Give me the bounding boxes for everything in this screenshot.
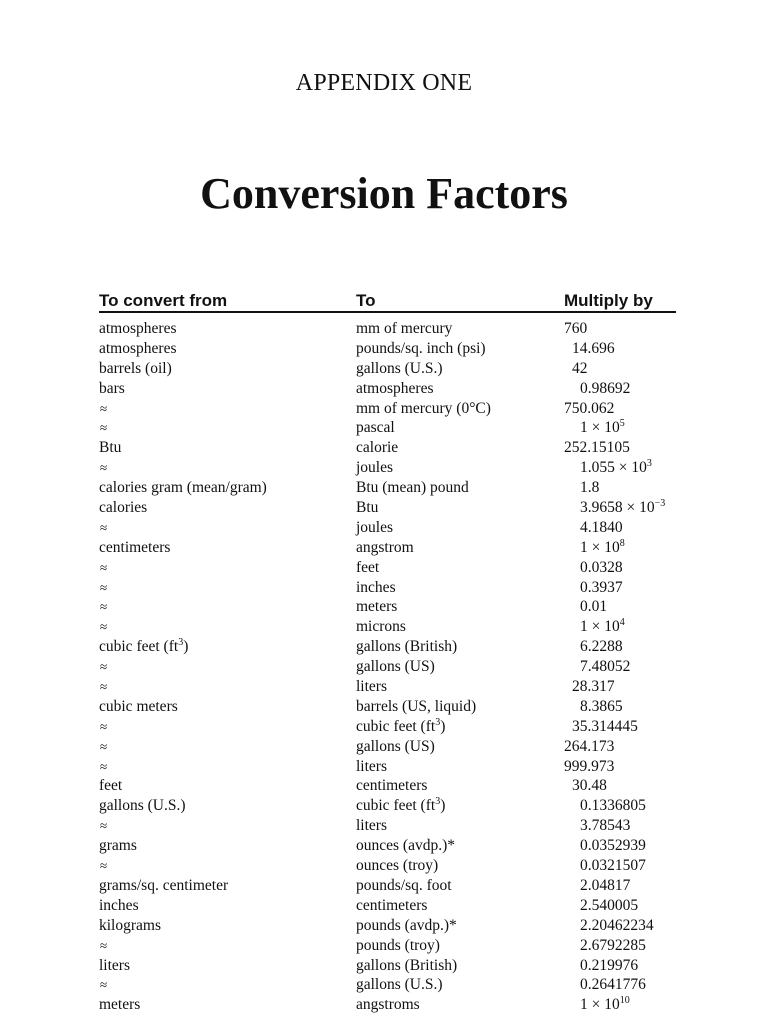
cell-convert-from-text: bars — [99, 379, 125, 397]
cell-multiply-by-value: 1 × 10 — [580, 538, 620, 556]
cell-multiply-by-value: 1 × 10 — [580, 419, 620, 437]
cell-multiply-by-value: 8.3865 — [580, 697, 623, 715]
cell-convert-from — [99, 956, 130, 976]
cell-to — [356, 617, 406, 637]
cell-multiply-by-exponent: 3 — [646, 458, 652, 470]
cell-multiply-by-value: 4.1840 — [580, 518, 623, 536]
cell-multiply-by — [564, 319, 587, 339]
cell-convert-from — [99, 677, 107, 697]
cell-convert-from — [99, 458, 107, 478]
cell-multiply-by-value: 0.2641776 — [580, 976, 646, 994]
cell-to-text: pounds/sq. inch (psi) — [356, 339, 486, 357]
cell-convert-from-text: barrels (oil) — [99, 359, 172, 377]
cell-to-text: pounds (avdp.)* — [356, 916, 457, 934]
cell-to-text: calorie — [356, 439, 399, 457]
cell-to-text: ounces (avdp.)* — [356, 837, 455, 855]
cell-to-text: Btu — [356, 499, 379, 517]
cell-multiply-by-value: 0.0321507 — [580, 857, 646, 875]
cell-to-text: pascal — [356, 419, 395, 437]
cell-multiply-by-value: 1 × 10 — [580, 996, 620, 1014]
table-row — [99, 617, 676, 637]
cell-multiply-by — [580, 697, 623, 717]
cell-to-exponent: 3 — [435, 716, 441, 728]
table-row — [99, 418, 676, 438]
table-row — [99, 498, 676, 518]
cell-multiply-by — [580, 518, 623, 538]
header-multiply-by: Multiply by — [564, 291, 653, 310]
table-row — [99, 936, 676, 956]
cell-multiply-by — [580, 836, 646, 856]
cell-to — [356, 498, 378, 518]
cell-multiply-by-value: 28.317 — [572, 678, 615, 696]
cell-to — [356, 856, 438, 876]
cell-multiply-by — [580, 796, 646, 816]
cell-multiply-by — [580, 916, 654, 936]
table-row — [99, 856, 676, 876]
cell-to — [356, 975, 443, 995]
cell-to — [356, 896, 427, 916]
cell-multiply-by-value: 42 — [572, 359, 588, 377]
table-row — [99, 896, 676, 916]
cell-convert-from — [99, 558, 107, 578]
table-row — [99, 538, 676, 558]
cell-to-tail: ) — [440, 717, 446, 735]
cell-multiply-by — [580, 657, 630, 677]
table-row — [99, 478, 676, 498]
cell-convert-from-text: ≈ — [100, 718, 108, 734]
table-row — [99, 359, 676, 379]
cell-multiply-by — [564, 757, 614, 777]
cell-multiply-by-value: 0.1336805 — [580, 797, 646, 815]
cell-to — [356, 796, 445, 816]
cell-to-text: pounds/sq. foot — [356, 876, 452, 894]
cell-to — [356, 956, 457, 976]
cell-to-text: feet — [356, 558, 380, 576]
cell-convert-from-text: cubic feet (ft — [99, 638, 179, 656]
cell-to-text: gallons (British) — [356, 956, 458, 974]
cell-convert-from-text: centimeters — [99, 538, 171, 556]
table-row — [99, 956, 676, 976]
table-row — [99, 319, 676, 339]
cell-to-text: joules — [356, 518, 394, 536]
cell-multiply-by-value: 0.0352939 — [580, 837, 646, 855]
cell-convert-from-text: ≈ — [100, 679, 108, 695]
header-convert-from: To convert from — [99, 291, 228, 310]
cell-to-text: ounces (troy) — [356, 857, 439, 875]
cell-to — [356, 737, 435, 757]
cell-multiply-by-value: 2.540005 — [580, 896, 639, 914]
cell-multiply-by — [580, 876, 630, 896]
cell-to-text: gallons (U.S.) — [356, 359, 443, 377]
cell-multiply-by-value: 2.6792285 — [580, 936, 646, 954]
cell-convert-from — [99, 518, 107, 538]
table-row — [99, 776, 676, 796]
table-row — [99, 995, 676, 1015]
cell-multiply-by-value: 14.696 — [572, 339, 615, 357]
cell-to — [356, 339, 486, 359]
cell-convert-from — [99, 657, 107, 677]
cell-multiply-by-value: 264.173 — [564, 737, 615, 755]
cell-multiply-by-value: 1 × 10 — [580, 618, 620, 636]
cell-multiply-by — [564, 737, 614, 757]
cell-convert-from — [99, 498, 147, 518]
cell-multiply-by — [580, 458, 652, 478]
table-row — [99, 438, 676, 458]
cell-convert-from-text: liters — [99, 956, 130, 974]
cell-multiply-by-value: 760 — [564, 320, 588, 337]
cell-to-text: pounds (troy) — [356, 936, 440, 954]
cell-to — [356, 597, 397, 617]
cell-convert-from-text: grams/sq. centimeter — [99, 876, 229, 894]
cell-convert-from-text: ≈ — [100, 420, 108, 436]
cell-multiply-by-value: 6.2288 — [580, 638, 623, 656]
cell-multiply-by — [580, 597, 607, 617]
cell-convert-from — [99, 617, 107, 637]
table-row — [99, 916, 676, 936]
cell-to-text: cubic feet (ft — [356, 797, 436, 815]
cell-convert-from — [99, 538, 170, 558]
cell-to — [356, 319, 452, 339]
cell-multiply-by — [580, 995, 630, 1015]
cell-convert-from-text: ≈ — [100, 619, 108, 635]
table-row — [99, 637, 676, 657]
cell-to — [356, 697, 476, 717]
cell-to — [356, 538, 414, 558]
cell-to — [356, 438, 398, 458]
cell-multiply-by — [580, 816, 630, 836]
table-row — [99, 677, 676, 697]
cell-to-text: mm of mercury (0°C) — [356, 399, 491, 417]
cell-to-text: gallons (British) — [356, 638, 458, 656]
cell-convert-from — [99, 975, 107, 995]
cell-to — [356, 578, 396, 598]
cell-convert-from-text: ≈ — [100, 977, 108, 993]
cell-to — [356, 418, 395, 438]
cell-convert-from — [99, 399, 107, 419]
table-row — [99, 558, 676, 578]
cell-multiply-by — [580, 936, 646, 956]
cell-to-text: gallons (US) — [356, 658, 435, 676]
cell-to-text: centimeters — [356, 896, 428, 914]
cell-convert-from-text: ≈ — [100, 738, 108, 754]
cell-convert-from-text: atmospheres — [99, 339, 177, 357]
conversion-table — [99, 288, 676, 1015]
cell-multiply-by — [580, 538, 625, 558]
cell-convert-from-text: ≈ — [100, 818, 108, 834]
cell-multiply-by-exponent: 5 — [619, 418, 625, 430]
cell-to — [356, 816, 387, 836]
cell-to-text: inches — [356, 578, 396, 596]
cell-to — [356, 637, 457, 657]
cell-convert-from-text: ≈ — [100, 579, 108, 595]
table-row — [99, 458, 676, 478]
cell-convert-from — [99, 438, 121, 458]
cell-multiply-by-value: 999.973 — [564, 757, 615, 775]
cell-multiply-by — [572, 339, 615, 359]
cell-to — [356, 876, 452, 896]
table-row — [99, 757, 676, 777]
cell-convert-from-text: inches — [99, 896, 139, 914]
cell-to — [356, 916, 457, 936]
cell-convert-from — [99, 836, 137, 856]
cell-multiply-by-value: 1.8 — [580, 479, 600, 497]
cell-multiply-by — [564, 399, 614, 419]
cell-multiply-by-value: 2.04817 — [580, 876, 631, 894]
cell-multiply-by-value: 0.3937 — [580, 578, 623, 596]
cell-to — [356, 458, 393, 478]
cell-multiply-by-value: 252.15105 — [564, 439, 630, 457]
cell-multiply-by — [580, 617, 625, 637]
cell-multiply-by — [572, 359, 588, 379]
table-row — [99, 816, 676, 836]
cell-multiply-by — [580, 418, 625, 438]
cell-convert-from-text: cubic meters — [99, 697, 178, 715]
cell-convert-from — [99, 717, 107, 737]
cell-convert-from — [99, 876, 228, 896]
table-row — [99, 697, 676, 717]
cell-multiply-by-value: 30.48 — [572, 777, 607, 795]
cell-multiply-by — [580, 379, 630, 399]
table-row — [99, 876, 676, 896]
cell-to-text: centimeters — [356, 777, 428, 795]
cell-convert-from-exponent: 3 — [178, 637, 184, 649]
cell-to-text: angstrom — [356, 538, 414, 556]
cell-multiply-by — [580, 478, 599, 498]
cell-multiply-by — [572, 677, 615, 697]
cell-multiply-by-value: 2.20462234 — [580, 916, 654, 934]
cell-to-text: gallons (U.S.) — [356, 976, 443, 994]
table-header — [99, 288, 676, 313]
appendix-heading: APPENDIX ONE — [295, 70, 473, 96]
cell-convert-from-text: Btu — [99, 439, 122, 457]
table-row — [99, 399, 676, 419]
cell-convert-from-text: calories gram (mean/gram) — [99, 479, 267, 497]
page-title: Conversion Factors — [200, 169, 568, 218]
cell-to-text: Btu (mean) pound — [356, 479, 469, 497]
cell-multiply-by-value: 3.78543 — [580, 817, 631, 835]
cell-to-text: liters — [356, 757, 387, 775]
cell-multiply-by-value: 7.48052 — [580, 658, 631, 676]
cell-to — [356, 657, 435, 677]
cell-multiply-by — [572, 717, 638, 737]
cell-convert-from-text: feet — [99, 777, 123, 795]
cell-convert-from — [99, 757, 107, 777]
cell-convert-from-text: ≈ — [100, 937, 108, 953]
cell-to — [356, 717, 445, 737]
cell-to-text: cubic feet (ft — [356, 717, 436, 735]
cell-convert-from — [99, 697, 178, 717]
cell-multiply-by — [580, 637, 623, 657]
cell-convert-from-tail: ) — [183, 638, 189, 656]
cell-convert-from — [99, 339, 176, 359]
cell-to — [356, 558, 379, 578]
cell-convert-from-text: ≈ — [100, 599, 108, 615]
table-row — [99, 597, 676, 617]
cell-multiply-by — [572, 776, 607, 796]
cell-multiply-by — [580, 578, 623, 598]
cell-multiply-by — [580, 896, 638, 916]
cell-to-text: meters — [356, 598, 398, 616]
cell-convert-from-text: ≈ — [100, 559, 108, 575]
cell-multiply-by-value: 1.055 × 10 — [580, 459, 647, 477]
table-row — [99, 836, 676, 856]
cell-convert-from — [99, 359, 172, 379]
cell-multiply-by-exponent: 4 — [619, 617, 625, 629]
cell-convert-from-text: ≈ — [100, 460, 108, 476]
cell-multiply-by-value: 0.219976 — [580, 956, 639, 974]
table-body — [99, 319, 676, 1015]
table-row — [99, 657, 676, 677]
cell-to — [356, 757, 387, 777]
cell-to — [356, 995, 420, 1015]
table-row — [99, 339, 676, 359]
cell-multiply-by-exponent: −3 — [654, 498, 666, 510]
table-row — [99, 717, 676, 737]
cell-to — [356, 518, 393, 538]
cell-to — [356, 359, 443, 379]
cell-to-text: liters — [356, 817, 387, 835]
cell-to-text: joules — [356, 459, 394, 477]
cell-to-text: atmospheres — [356, 379, 434, 397]
cell-convert-from — [99, 816, 107, 836]
cell-convert-from — [99, 597, 107, 617]
cell-convert-from — [99, 896, 139, 916]
cell-to-exponent: 3 — [435, 796, 441, 808]
table-row — [99, 737, 676, 757]
cell-to-text: barrels (US, liquid) — [356, 697, 477, 715]
cell-multiply-by-exponent: 10 — [619, 995, 630, 1007]
cell-to — [356, 936, 440, 956]
cell-to-text: gallons (US) — [356, 737, 435, 755]
cell-convert-from — [99, 478, 267, 498]
cell-convert-from — [99, 796, 186, 816]
cell-convert-from-text: grams — [99, 837, 137, 855]
cell-convert-from — [99, 737, 107, 757]
cell-convert-from — [99, 578, 107, 598]
cell-convert-from — [99, 916, 161, 936]
cell-convert-from — [99, 418, 107, 438]
cell-convert-from — [99, 776, 122, 796]
cell-multiply-by-value: 35.314445 — [572, 717, 638, 735]
cell-multiply-by-value: 0.98692 — [580, 379, 631, 397]
cell-to-text: angstroms — [356, 996, 420, 1014]
cell-convert-from-text: atmospheres — [99, 320, 177, 337]
cell-to — [356, 399, 491, 419]
cell-convert-from-text: ≈ — [100, 858, 108, 874]
cell-multiply-by-value: 3.9658 × 10 — [580, 499, 655, 517]
cell-multiply-by-exponent: 8 — [619, 537, 625, 549]
cell-to — [356, 379, 433, 399]
cell-convert-from-text: meters — [99, 996, 141, 1014]
table-row — [99, 796, 676, 816]
cell-to-text: microns — [356, 618, 406, 636]
cell-convert-from — [99, 936, 107, 956]
cell-multiply-by-value: 0.0328 — [580, 558, 623, 576]
table-row — [99, 518, 676, 538]
cell-convert-from-text: ≈ — [100, 519, 108, 535]
cell-multiply-by — [564, 438, 630, 458]
cell-multiply-by-value: 750.062 — [564, 399, 615, 417]
cell-convert-from — [99, 319, 176, 339]
cell-multiply-by-value: 0.01 — [580, 598, 608, 616]
cell-to-text: liters — [356, 678, 387, 696]
cell-to-text: mm of mercury — [356, 320, 453, 337]
cell-multiply-by — [580, 558, 623, 578]
table-row — [99, 379, 676, 399]
cell-convert-from — [99, 637, 188, 657]
cell-to-tail: ) — [440, 797, 446, 815]
cell-multiply-by — [580, 498, 665, 518]
cell-convert-from-text: gallons (U.S.) — [99, 797, 186, 815]
cell-to — [356, 677, 387, 697]
cell-convert-from-text: kilograms — [99, 916, 161, 934]
header-to: To — [356, 291, 376, 310]
cell-convert-from — [99, 379, 125, 399]
table-row — [99, 975, 676, 995]
table-row — [99, 578, 676, 598]
cell-convert-from-text: ≈ — [100, 659, 108, 675]
cell-multiply-by — [580, 956, 638, 976]
cell-to — [356, 776, 427, 796]
cell-to — [356, 478, 469, 498]
cell-convert-from-text: ≈ — [100, 400, 108, 416]
cell-convert-from — [99, 995, 140, 1015]
cell-convert-from-text: calories — [99, 499, 148, 517]
cell-convert-from — [99, 856, 107, 876]
cell-multiply-by — [580, 975, 646, 995]
cell-to — [356, 836, 455, 856]
cell-convert-from-text: ≈ — [100, 758, 108, 774]
cell-multiply-by — [580, 856, 646, 876]
